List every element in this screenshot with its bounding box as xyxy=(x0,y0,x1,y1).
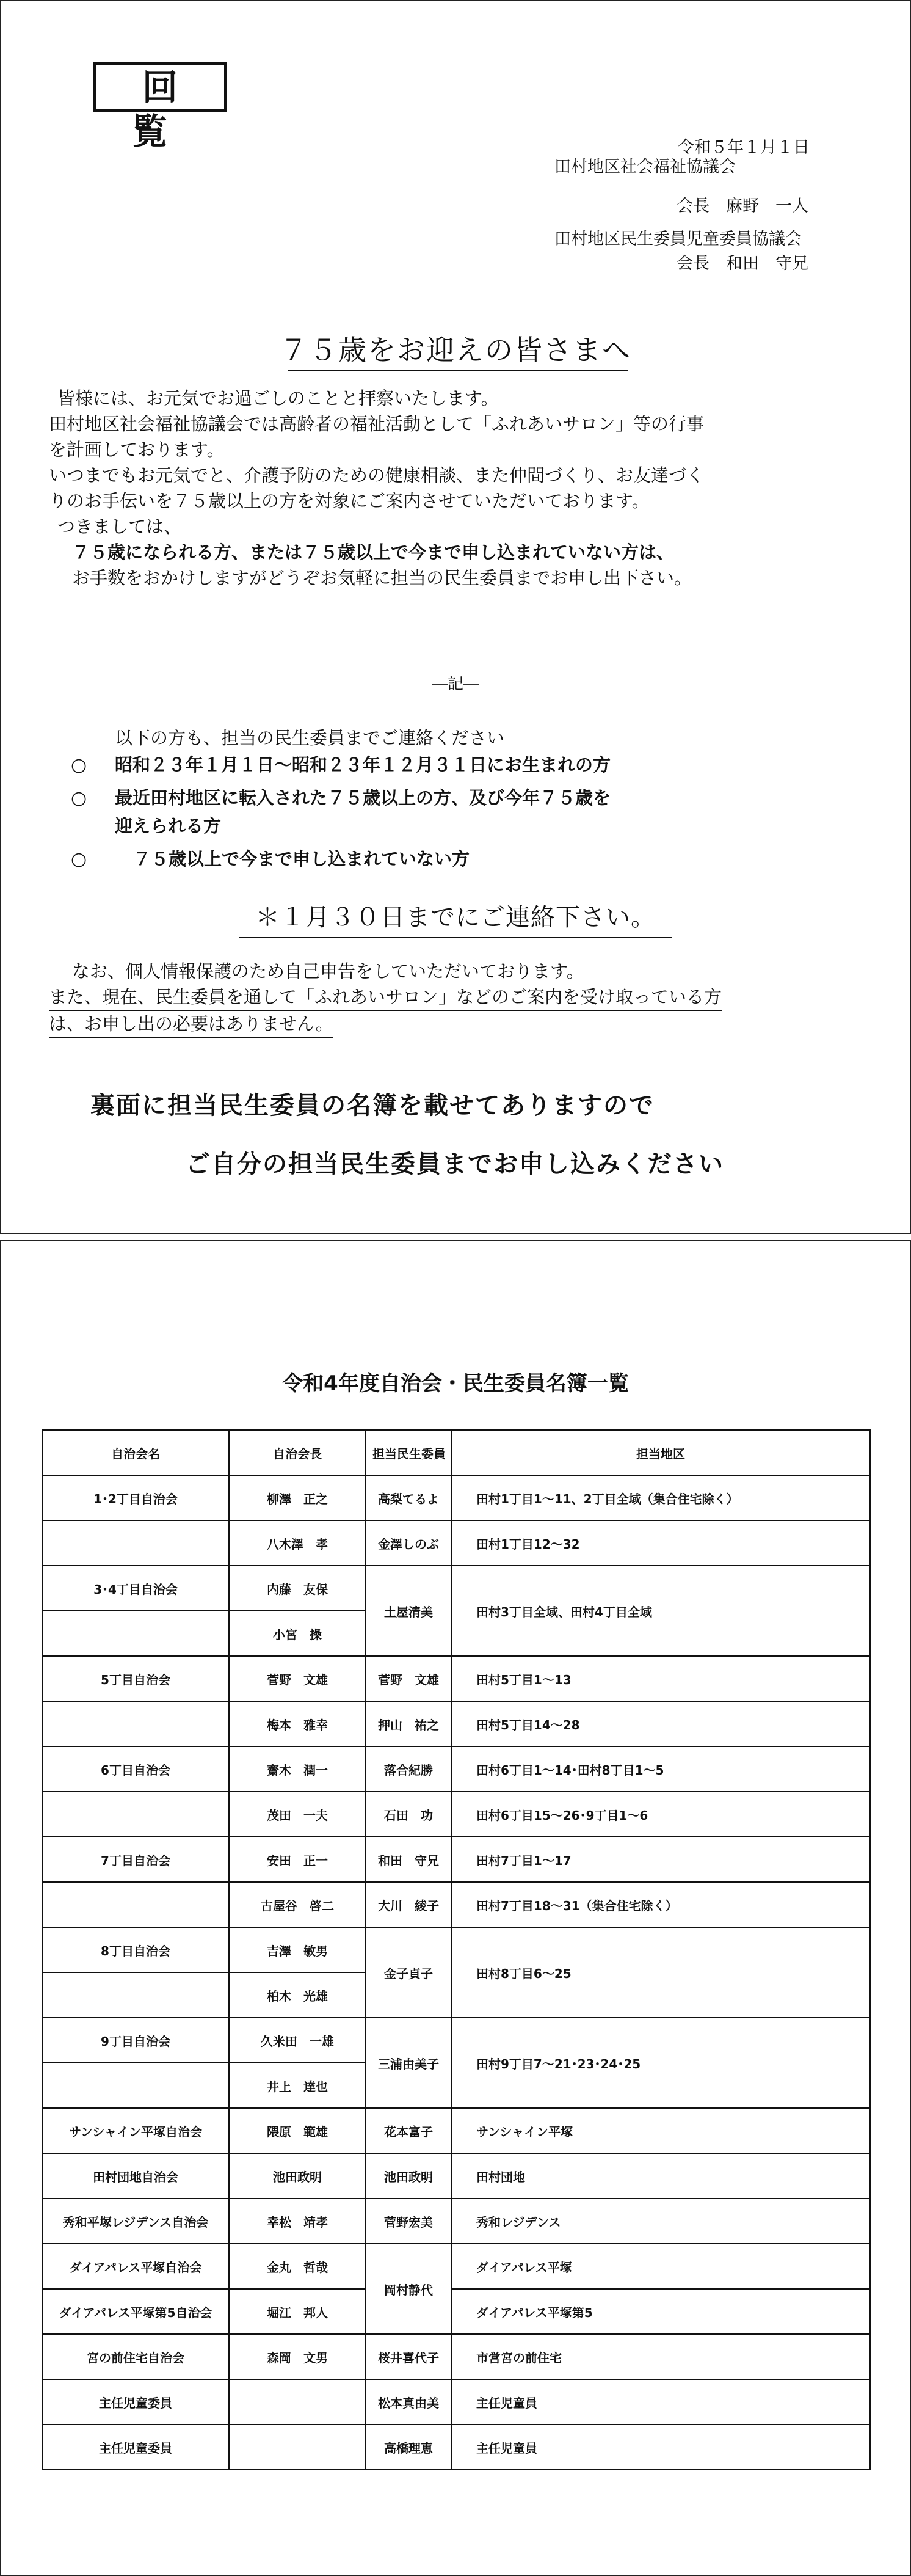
cell-chair: 隈原 範雄 xyxy=(229,2108,366,2153)
cell-council: 5丁目自治会 xyxy=(42,1656,229,1701)
cell-area: 田村1丁目1～11、2丁目全域（集合住宅除く） xyxy=(451,1475,870,1520)
cell-council: ダイアパレス平塚第5自治会 xyxy=(42,2289,229,2334)
cell-area: 田村5丁目1～13 xyxy=(451,1656,870,1701)
cell-commissioner: 桜井喜代子 xyxy=(366,2334,451,2379)
cell-council xyxy=(42,1972,229,2018)
cell-area: サンシャイン平塚 xyxy=(451,2108,870,2153)
table-row xyxy=(42,1475,870,1520)
cell-chair xyxy=(229,2379,366,2425)
cell-council: ダイアパレス平塚自治会 xyxy=(42,2244,229,2289)
cell-area: 田村6丁目1～14･田村8丁目1～5 xyxy=(451,1746,870,1792)
bullet-2: 最近田村地区に転入された７５歳以上の方、及び今年７５歳を xyxy=(115,787,611,808)
cell-council: 秀和平塚レジデンス自治会 xyxy=(42,2198,229,2244)
cell-council: 主任児童委員 xyxy=(42,2379,229,2425)
table-row xyxy=(42,1792,870,1837)
cell-commissioner: 大川 綾子 xyxy=(366,1882,451,1927)
cell-chair: 幸松 靖孝 xyxy=(229,2198,366,2244)
body-line-7: ７５歳になられる方、または７５歳以上で今まで申し込まれていない方は、 xyxy=(72,542,675,563)
cell-area: 田村6丁目15～26･9丁目1～6 xyxy=(451,1792,870,1837)
cell-commissioner: 落合紀勝 xyxy=(366,1746,451,1792)
ki-marker: ―記― xyxy=(431,675,479,693)
cell-commissioner: 金子貞子 xyxy=(366,1927,451,2018)
table-header-row xyxy=(42,1430,870,1475)
cell-council xyxy=(42,1792,229,1837)
cell-area: 田村団地 xyxy=(451,2153,870,2198)
table-row xyxy=(42,2334,870,2379)
cell-area: ダイアパレス平塚 xyxy=(451,2244,870,2289)
table-row xyxy=(42,2289,870,2334)
cell-commissioner: 和田 守兄 xyxy=(366,1837,451,1882)
issuer-org-2: 田村地区民生委員児童委員協議会 xyxy=(554,230,802,249)
roster-table xyxy=(42,1429,871,2470)
bullet-circle-1: ○ xyxy=(71,754,87,776)
table-row xyxy=(42,2018,870,2063)
cell-council xyxy=(42,2063,229,2108)
body-line-3: を計画しております。 xyxy=(49,439,225,460)
table-row xyxy=(42,2379,870,2425)
cell-chair: 小宮 操 xyxy=(229,1611,366,1656)
cell-area: ダイアパレス平塚第5 xyxy=(451,2289,870,2334)
table-row xyxy=(42,1701,870,1746)
cell-council: 7丁目自治会 xyxy=(42,1837,229,1882)
table-row xyxy=(42,1837,870,1882)
heading-underline xyxy=(288,370,628,371)
bullet-circle-3: ○ xyxy=(71,848,87,870)
cell-chair: 安田 正一 xyxy=(229,1837,366,1882)
cell-chair: 柳澤 正之 xyxy=(229,1475,366,1520)
cell-chair: 柏木 光雄 xyxy=(229,1972,366,2018)
closing-line-1: 裏面に担当民生委員の名簿を載せてありますので xyxy=(90,1092,655,1120)
cell-chair: 梅本 雅幸 xyxy=(229,1701,366,1746)
table-row xyxy=(42,1927,870,1972)
cell-chair: 内藤 友保 xyxy=(229,1566,366,1611)
body-line-4: いつまでもお元気でと、介護予防のための健康相談、また仲間づくり、お友達づく xyxy=(49,465,705,486)
cell-area: 田村9丁目7～21･23･24･25 xyxy=(451,2018,870,2108)
cell-commissioner: 花本富子 xyxy=(366,2108,451,2153)
issuer-org-1: 田村地区社会福祉協議会 xyxy=(554,158,736,177)
issuer-chair-2: 会長 和田 守兄 xyxy=(677,254,808,273)
bullet-3: ７５歳以上で今まで申し込まれていない方 xyxy=(133,848,470,869)
cell-chair: 菅野 文雄 xyxy=(229,1656,366,1701)
deadline-underline xyxy=(239,937,672,938)
cell-chair: 齋木 潤一 xyxy=(229,1746,366,1792)
table-row xyxy=(42,1566,870,1611)
cell-council: 9丁目自治会 xyxy=(42,2018,229,2063)
cell-council: 田村団地自治会 xyxy=(42,2153,229,2198)
cell-council xyxy=(42,1882,229,1927)
cell-council: 8丁目自治会 xyxy=(42,1927,229,1972)
cell-commissioner: 菅野宏美 xyxy=(366,2198,451,2244)
cell-area: 田村5丁目14～28 xyxy=(451,1701,870,1746)
cell-council xyxy=(42,1701,229,1746)
cell-commissioner: 岡村静代 xyxy=(366,2244,451,2334)
cell-commissioner: 押山 祐之 xyxy=(366,1701,451,1746)
cell-commissioner: 石田 功 xyxy=(366,1792,451,1837)
privacy-line-1: なお、個人情報保護のため自己申告をしていただいております。 xyxy=(72,961,584,982)
cell-area: 田村7丁目1～17 xyxy=(451,1837,870,1882)
cell-chair: 八木澤 孝 xyxy=(229,1520,366,1566)
table-row xyxy=(42,2108,870,2153)
header-chair: 自治会長 xyxy=(229,1430,366,1475)
cell-council: サンシャイン平塚自治会 xyxy=(42,2108,229,2153)
cell-area: 田村1丁目12～32 xyxy=(451,1520,870,1566)
table-row xyxy=(42,1520,870,1566)
roster-title: 令和4年度自治会・民生委員名簿一覧 xyxy=(282,1371,629,1396)
cell-commissioner: 松本真由美 xyxy=(366,2379,451,2425)
cell-area: 市営宮の前住宅 xyxy=(451,2334,870,2379)
body-line-6: つきましては、 xyxy=(57,516,182,537)
table-row xyxy=(42,2425,870,2470)
cell-council: 3･4丁目自治会 xyxy=(42,1566,229,1611)
cell-commissioner: 三浦由美子 xyxy=(366,2018,451,2108)
deadline-notice: ＊１月３０日までにご連絡下さい。 xyxy=(255,903,656,932)
table-row xyxy=(42,1882,870,1927)
list-intro: 以下の方も、担当の民生委員までご連絡ください xyxy=(115,728,505,748)
cell-area: 田村7丁目18～31（集合住宅除く） xyxy=(451,1882,870,1927)
notice-page xyxy=(0,0,911,1234)
cell-council: 主任児童委員 xyxy=(42,2425,229,2470)
cell-commissioner: 池田政明 xyxy=(366,2153,451,2198)
cell-commissioner: 菅野 文雄 xyxy=(366,1656,451,1701)
cell-area: 主任児童員 xyxy=(451,2425,870,2470)
cell-chair xyxy=(229,2425,366,2470)
cell-chair: 池田政明 xyxy=(229,2153,366,2198)
cell-area: 田村8丁目6～25 xyxy=(451,1927,870,2018)
cell-chair: 森岡 文男 xyxy=(229,2334,366,2379)
cell-area: 主任児童員 xyxy=(451,2379,870,2425)
issuer-chair-1: 会長 麻野 一人 xyxy=(677,197,808,216)
header-commissioner: 担当民生委員 xyxy=(366,1430,451,1475)
kairan-stamp: 回覧 xyxy=(93,62,227,112)
header-area: 担当地区 xyxy=(451,1430,870,1475)
privacy-line-3: は、お申し出の必要はありません。 xyxy=(49,1015,333,1033)
table-row xyxy=(42,2198,870,2244)
body-line-2: 田村地区社会福祉協議会では高齢者の福祉活動として「ふれあいサロン」等の行事 xyxy=(49,414,705,434)
cell-chair: 茂田 一夫 xyxy=(229,1792,366,1837)
body-line-5: りのお手伝いを７５歳以上の方を対象にご案内させていただいております。 xyxy=(49,491,650,511)
cell-chair: 久米田 一雄 xyxy=(229,2018,366,2063)
bullet-2-cont: 迎えられる方 xyxy=(115,815,222,836)
cell-chair: 井上 達也 xyxy=(229,2063,366,2108)
cell-council xyxy=(42,1520,229,1566)
cell-area: 秀和レジデンス xyxy=(451,2198,870,2244)
privacy-line-2: また、現在、民生委員を通して「ふれあいサロン」などのご案内を受け取っている方 xyxy=(49,988,722,1006)
table-row xyxy=(42,1656,870,1701)
cell-commissioner: 金澤しのぶ xyxy=(366,1520,451,1566)
bullet-circle-2: ○ xyxy=(71,787,87,809)
cell-chair: 古屋谷 啓二 xyxy=(229,1882,366,1927)
body-line-1: 皆様には、お元気でお過ごしのことと拝察いたします。 xyxy=(57,388,499,409)
cell-council: 1･2丁目自治会 xyxy=(42,1475,229,1520)
closing-line-2: ご自分の担当民生委員までお申し込みください xyxy=(186,1150,724,1178)
table-row xyxy=(42,2244,870,2289)
bullet-1: 昭和２３年１月１日～昭和２３年１２月３１日にお生まれの方 xyxy=(115,754,611,775)
table-row xyxy=(42,1746,870,1792)
cell-commissioner: 土屋清美 xyxy=(366,1566,451,1656)
cell-commissioner: 高梨てるよ xyxy=(366,1475,451,1520)
notice-date: 令和５年１月１日 xyxy=(678,138,810,157)
cell-chair: 金丸 哲哉 xyxy=(229,2244,366,2289)
cell-council xyxy=(42,1611,229,1656)
roster-page xyxy=(0,1240,911,2576)
cell-council: 6丁目自治会 xyxy=(42,1746,229,1792)
notice-heading: ７５歳をお迎えの皆さまへ xyxy=(280,334,631,367)
body-line-8: お手数をおかけしますがどうぞお気軽に担当の民生委員までお申し出下さい。 xyxy=(72,567,692,588)
header-council: 自治会名 xyxy=(42,1430,229,1475)
cell-commissioner: 高橋理恵 xyxy=(366,2425,451,2470)
cell-area: 田村3丁目全域、田村4丁目全域 xyxy=(451,1566,870,1656)
cell-chair: 堀江 邦人 xyxy=(229,2289,366,2334)
cell-chair: 吉澤 敏男 xyxy=(229,1927,366,1972)
cell-council: 宮の前住宅自治会 xyxy=(42,2334,229,2379)
table-row xyxy=(42,2153,870,2198)
